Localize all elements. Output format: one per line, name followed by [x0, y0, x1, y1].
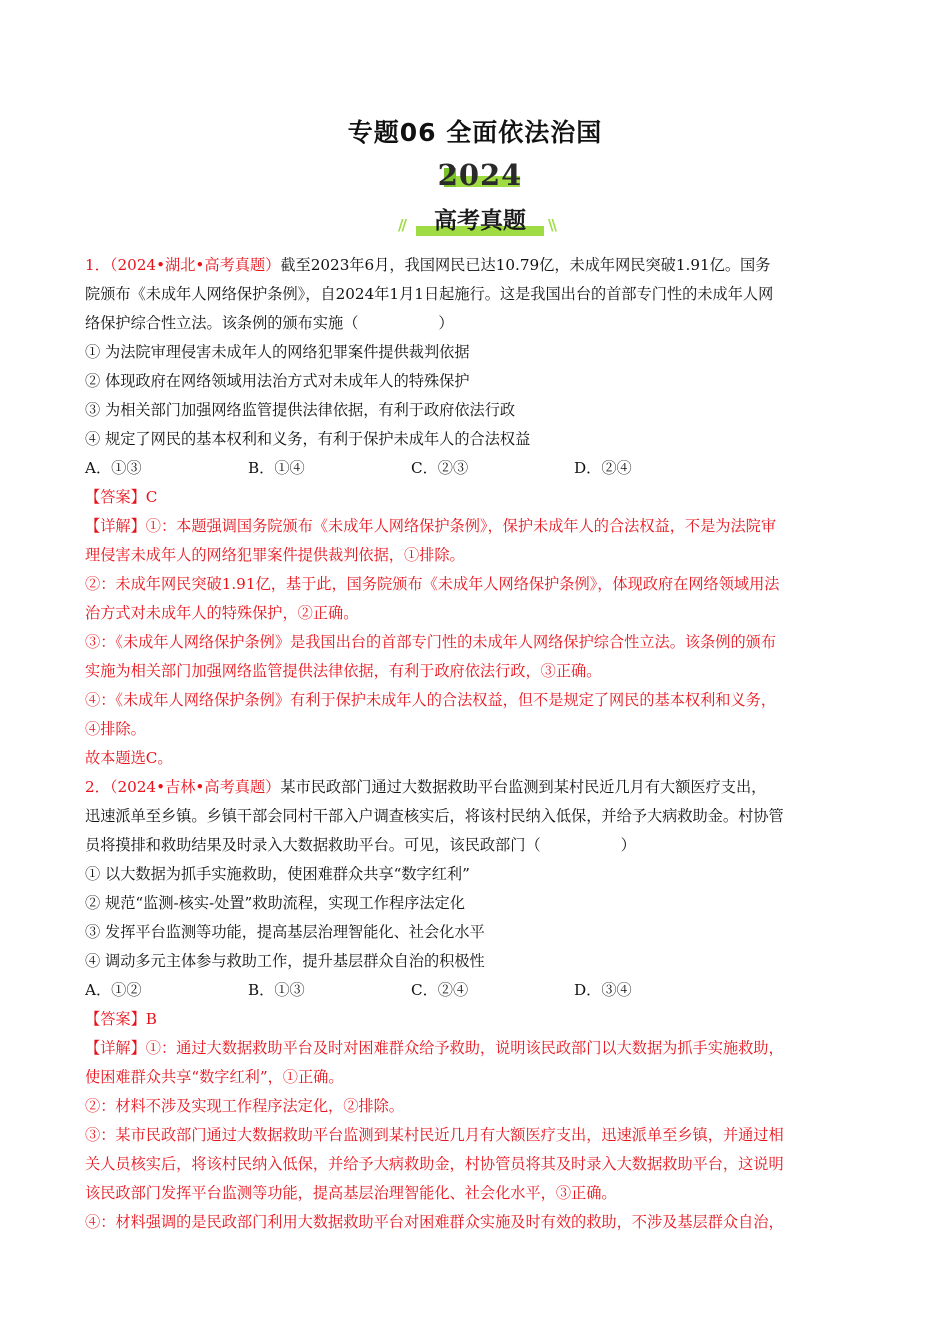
- question-stem-line: [85, 309, 865, 338]
- question-stem-close: ）: [620, 836, 636, 854]
- question-2: [85, 773, 865, 1237]
- year-badge: 2024: [437, 158, 523, 192]
- question-source: （2024•吉林•高考真题）: [109, 778, 281, 796]
- statement-item: ③ 为相关部门加强网络监管提供法律依据，有利于政府依法行政: [85, 401, 516, 419]
- answer-label: 【答案】: [85, 1010, 146, 1028]
- statement-item: ② 体现政府在网络领域用法治方式对未成年人的特殊保护: [85, 372, 470, 390]
- question-stem-line: [85, 251, 865, 280]
- question-source: （2024•湖北•高考真题）: [109, 256, 281, 274]
- analysis-line: 使困难群众共享“数字红利”，①正确。: [85, 1068, 344, 1086]
- options-row: [85, 976, 865, 1005]
- answer-label: 【答案】: [85, 488, 146, 506]
- analysis-line: 实施为相关部门加强网络监管提供法律依据，有利于政府依法行政，③正确。: [85, 662, 602, 680]
- option-a: A．①③: [85, 459, 142, 477]
- question-1: [85, 251, 865, 773]
- question-stem-text: 截至2023年6月，我国网民已达10.79亿，未成年网民突破1.91亿。国务: [280, 256, 771, 274]
- option-b: B．①④: [248, 459, 305, 477]
- question-stem-text: 络保护综合性立法。该条例的颁布实施（: [85, 314, 359, 332]
- analysis-line: 【详解】①：通过大数据救助平台及时对困难群众给予救助，说明该民政部门以大数据为抓手实施救助，: [85, 1039, 784, 1057]
- answer-line: [85, 483, 865, 512]
- question-stem-line: [85, 773, 865, 802]
- statement-item: ④ 规定了网民的基本权利和义务，有利于保护未成年人的合法权益: [85, 430, 531, 448]
- option-c: C．②④: [411, 981, 469, 999]
- analysis-line: 【详解】①：本题强调国务院颁布《未成年人网络保护条例》，保护未成年人的合法权益，不是为法院审: [85, 517, 777, 535]
- analysis-line: 治方式对未成年人的特殊保护，②正确。: [85, 604, 359, 622]
- question-stem-line: 迅速派单至乡镇。乡镇干部会同村干部入户调查核实后，将该村民纳入低保，并给予大病救助金。村协管: [85, 807, 784, 825]
- analysis-line: ④排除。: [85, 720, 146, 738]
- question-stem-text: 某市民政部门通过大数据救助平台监测到某村民近几月有大额医疗支出，: [280, 778, 767, 796]
- option-a: A．①②: [85, 981, 142, 999]
- analysis-line: 故本题选C。: [85, 749, 173, 767]
- page-title: 专题06 全面依法治国: [347, 118, 603, 147]
- question-stem-line: 院颁布《未成年人网络保护条例》，自2024年1月1日起施行。这是我国出台的首部专门性的未成年人网: [85, 285, 774, 303]
- options-row: [85, 454, 865, 483]
- option-b: B．①③: [248, 981, 305, 999]
- question-number: 1．: [85, 256, 110, 274]
- statement-item: ① 以大数据为抓手实施救助，使困难群众共享“数字红利”: [85, 865, 470, 883]
- section-badge: 高考真题: [434, 208, 526, 234]
- year-banner: [380, 156, 580, 236]
- question-stem-text: 员将摸排和救助结果及时录入大数据救助平台。可见，该民政部门（: [85, 836, 541, 854]
- statement-item: ② 规范“监测-核实-处置”救助流程，实现工作程序法定化: [85, 894, 465, 912]
- option-d: D．③④: [574, 981, 632, 999]
- analysis-line: 该民政部门发挥平台监测等功能，提高基层治理智能化、社会化水平，③正确。: [85, 1184, 617, 1202]
- analysis-line: ②：未成年网民突破1.91亿，基于此，国务院颁布《未成年人网络保护条例》，体现政府在网络领域用法: [85, 575, 780, 593]
- answer-value: C: [145, 488, 158, 506]
- option-c: C．②③: [411, 459, 469, 477]
- analysis-line: ③：《未成年人网络保护条例》是我国出台的首部专门性的未成年人网络保护综合性立法。该条例的颁布: [85, 633, 777, 651]
- analysis-line: ④：《未成年人网络保护条例》有利于保护未成年人的合法权益，但不是规定了网民的基本权利和义务，: [85, 691, 777, 709]
- analysis-line: 理侵害未成年人的网络犯罪案件提供裁判依据，①排除。: [85, 546, 465, 564]
- analysis-line: ④：材料强调的是民政部门利用大数据救助平台对困难群众实施及时有效的救助，不涉及基层群众自治，: [85, 1213, 784, 1231]
- analysis-line: 关人员核实后，将该村民纳入低保，并给予大病救助金，村协管员将其及时录入大数据救助平台，这说明: [85, 1155, 784, 1173]
- statement-item: ① 为法院审理侵害未成年人的网络犯罪案件提供裁判依据: [85, 343, 470, 361]
- statement-item: ④ 调动多元主体参与救助工作，提升基层群众自治的积极性: [85, 952, 485, 970]
- questions-content: [85, 251, 865, 1237]
- slash-decoration-icon: \\: [548, 216, 555, 234]
- analysis-line: ③：某市民政部门通过大数据救助平台监测到某村民近几月有大额医疗支出，迅速派单至乡镇，并通过相: [85, 1126, 784, 1144]
- statement-item: ③ 发挥平台监测等功能，提高基层治理智能化、社会化水平: [85, 923, 485, 941]
- answer-line: [85, 1005, 865, 1034]
- slash-decoration-icon: //: [398, 216, 405, 234]
- option-d: D．②④: [574, 459, 632, 477]
- question-stem-close: ）: [438, 314, 454, 332]
- analysis-line: ②：材料不涉及实现工作程序法定化，②排除。: [85, 1097, 404, 1115]
- question-stem-line: [85, 831, 865, 860]
- answer-value: B: [145, 1010, 157, 1028]
- question-number: 2．: [85, 778, 110, 796]
